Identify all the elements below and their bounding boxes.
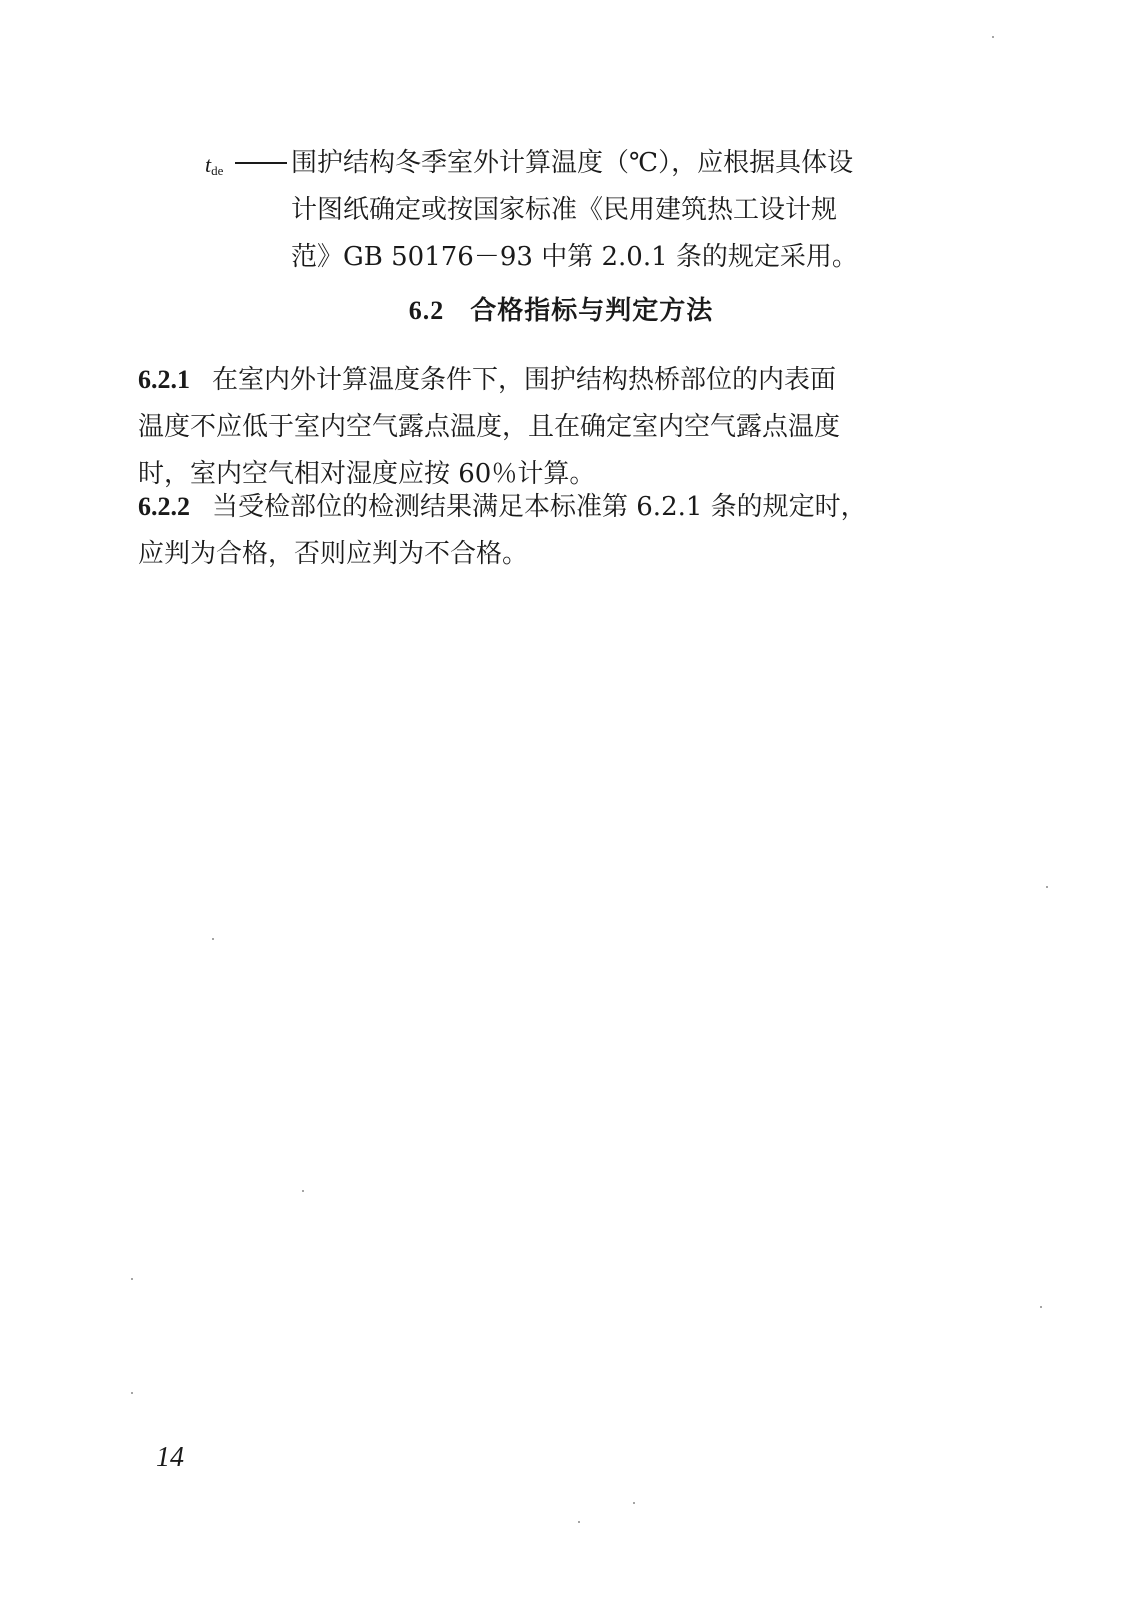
symbol-subscript: de (211, 163, 224, 178)
clause-line (138, 356, 944, 404)
clause-line (138, 483, 944, 531)
scan-speck (131, 1278, 133, 1280)
definition-symbol (205, 152, 223, 179)
scan-speck (1046, 886, 1048, 888)
clause-6-2-2 (138, 483, 944, 578)
clause-line: 温度不应低于室内空气露点温度，且在确定室内空气露点温度 (138, 412, 841, 442)
scan-speck (1040, 1306, 1042, 1308)
scan-speck (131, 1392, 133, 1394)
definition-line: 围护结构冬季室外计算温度（℃），应根据具体设 (291, 148, 854, 178)
definition-line: 范》GB 50176－93 中第 2.0.1 条的规定采用。 (291, 242, 858, 272)
clause-line: 时，室内空气相对湿度应按 60％计算。 (138, 459, 596, 489)
section-heading (0, 293, 1122, 329)
clause-text: 在室内外计算温度条件下，围护结构热桥部位的内表面 (212, 365, 837, 395)
clause-text: 当受检部位的检测结果满足本标准第 6.2.1 条的规定时， (212, 492, 867, 522)
symbol-letter: t (205, 152, 212, 177)
section-title: 合格指标与判定方法 (470, 296, 714, 326)
definition-text (291, 140, 947, 281)
clause-number: 6.2.2 (138, 492, 190, 521)
definition-dash (235, 162, 287, 164)
scan-speck (633, 1502, 635, 1504)
scan-speck (212, 938, 214, 940)
scan-speck (992, 36, 994, 38)
clause-line: 应判为合格，否则应判为不合格。 (138, 539, 529, 569)
scan-speck (302, 1190, 304, 1192)
clause-number: 6.2.1 (138, 365, 190, 394)
scan-speck (578, 1521, 580, 1523)
clause-6-2-1 (138, 356, 944, 498)
section-number: 6.2 (408, 296, 445, 325)
page-number: 14 (156, 1442, 184, 1473)
definition-line: 计图纸确定或按国家标准《民用建筑热工设计规 (291, 195, 838, 225)
